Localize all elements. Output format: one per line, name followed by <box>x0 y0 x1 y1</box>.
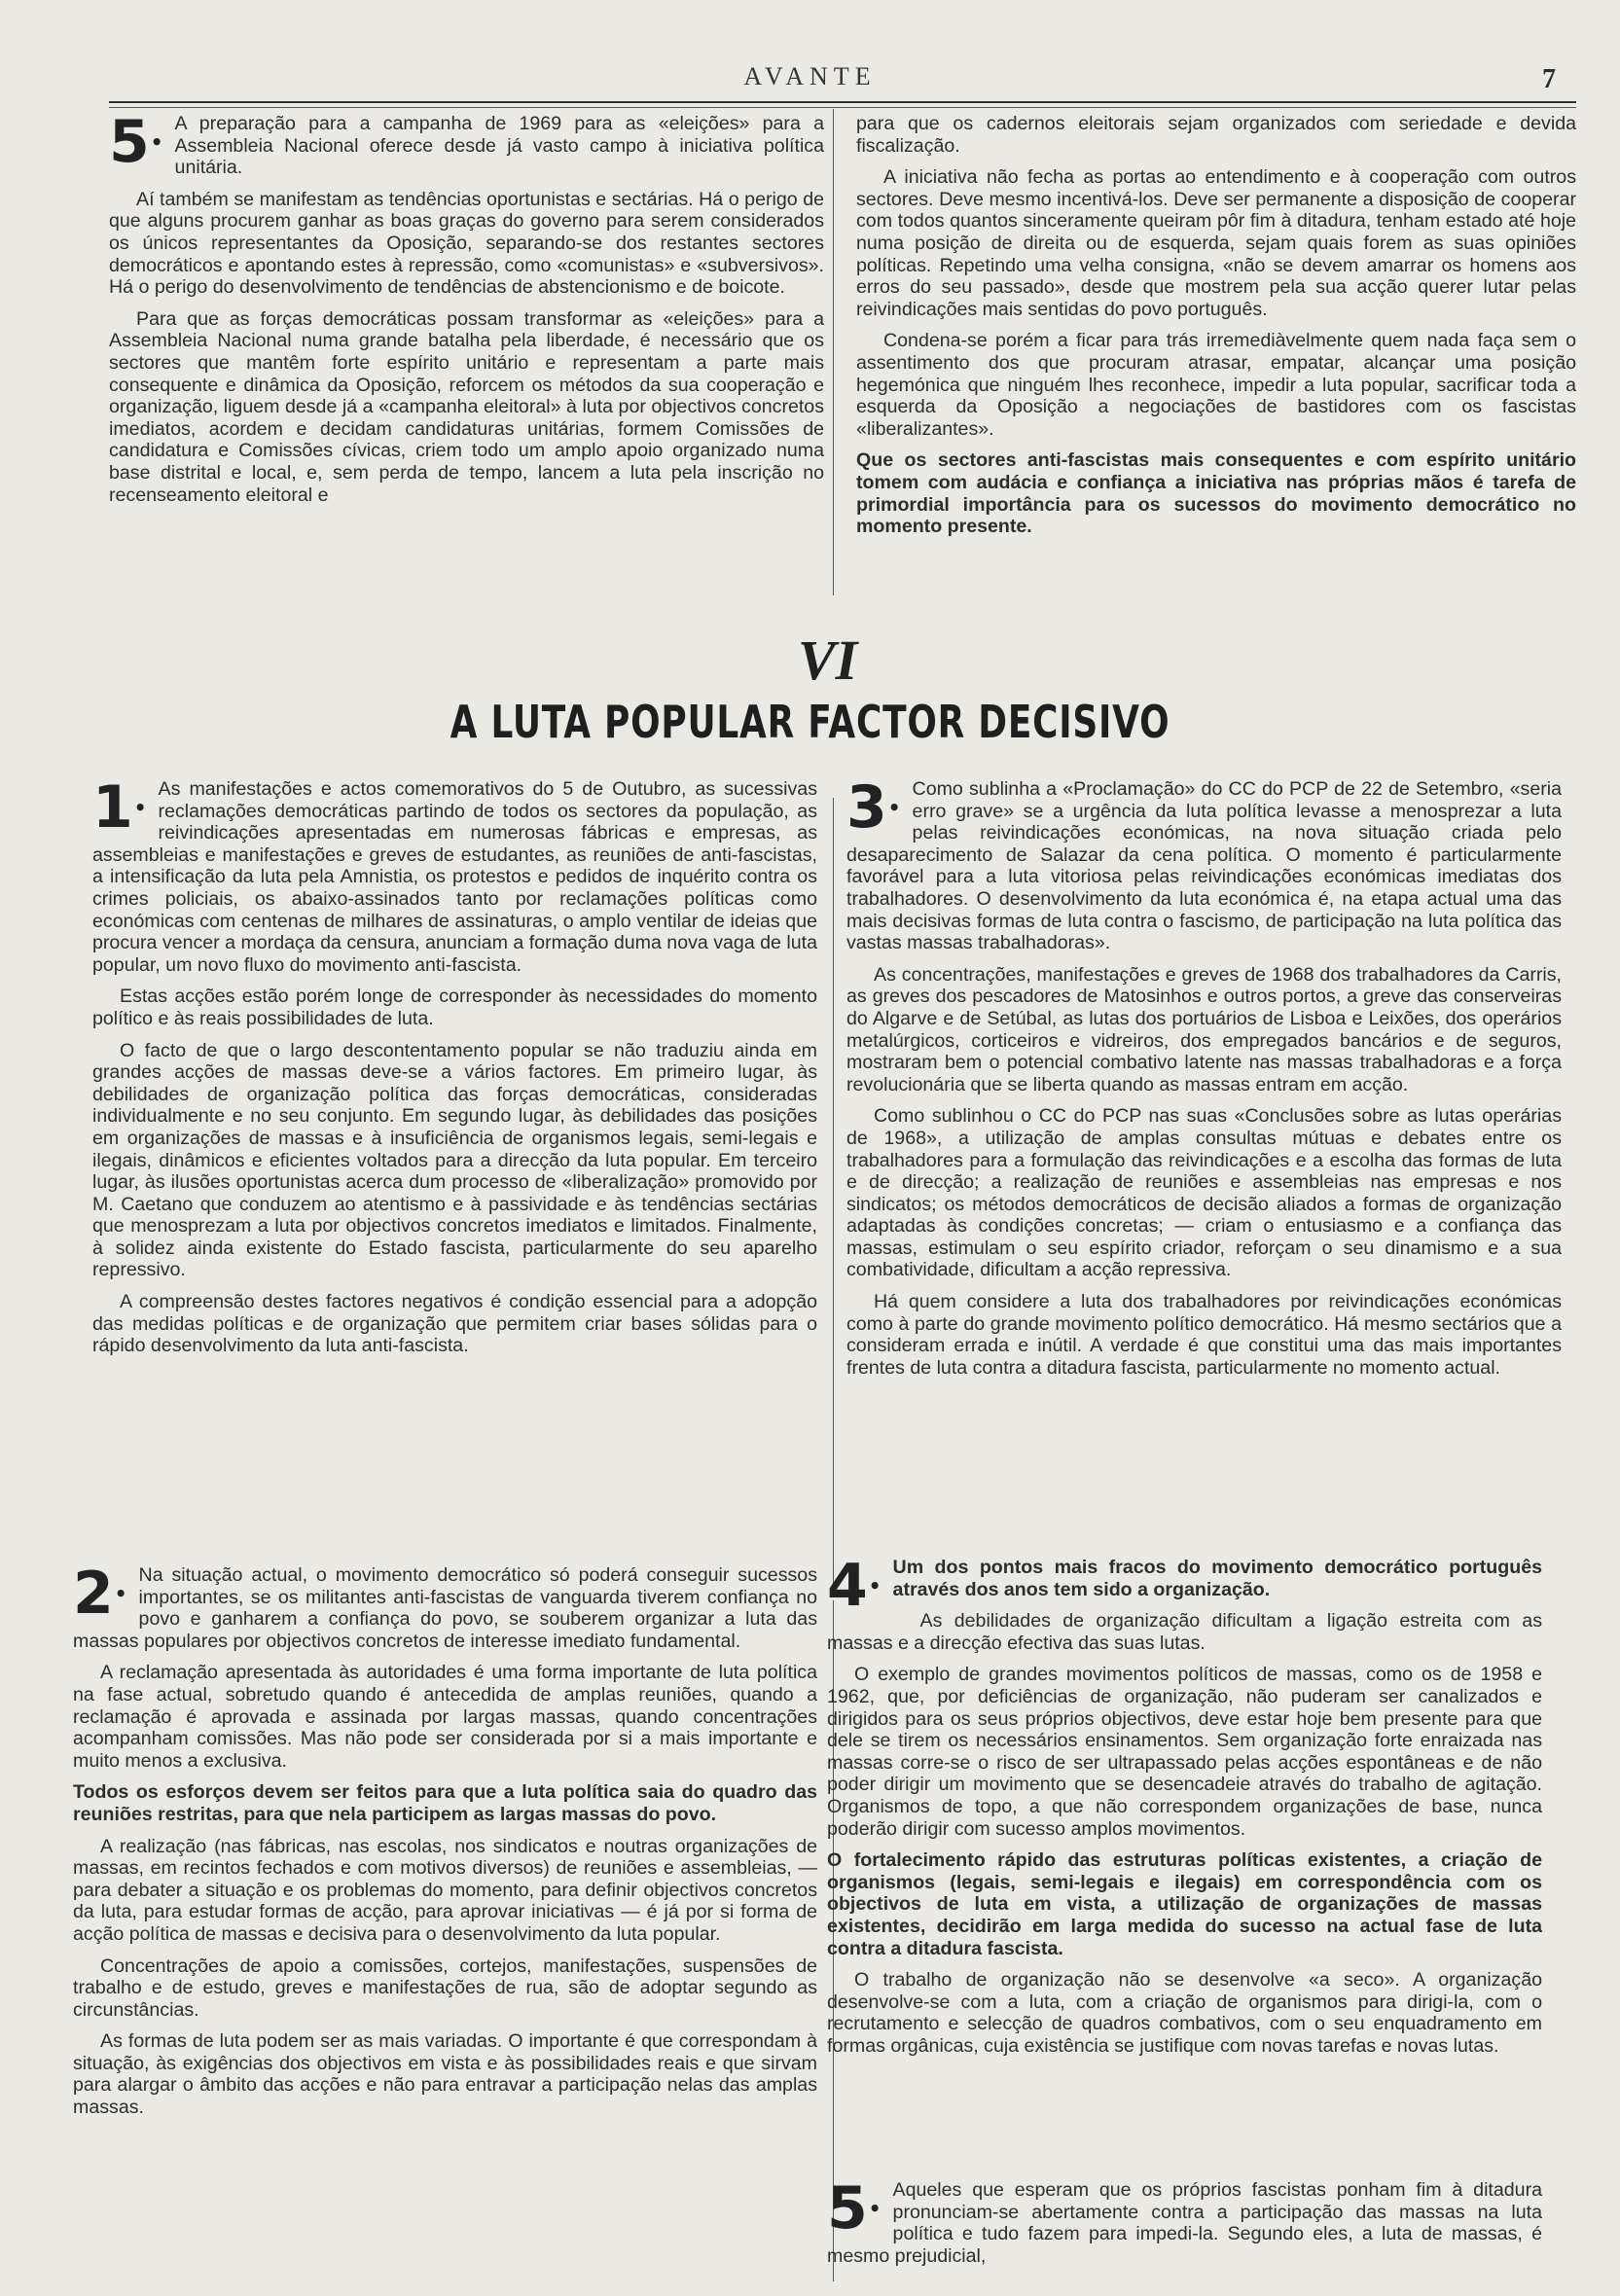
column-divider-top <box>833 109 834 595</box>
top-right-column <box>856 113 1576 548</box>
paragraph: Estas acções estão porém longe de corresponder às necessidades do momento político e às reais possibilidades de luta. <box>92 986 817 1029</box>
paragraph: Como sublinhou o CC do PCP nas suas «Conclusões sobre as lutas operárias de 1968», a utilização de amplas consultas mútuas e debates entre os trabalhadores para a formulação das reivindicações e a escolha das formas de luta e de direcção; a realização de reuniões e assembleias nas empresas e nos sindicatos; os métodos democráticos de decisão aliados a formas de organização adaptadas às condições concretas; — criam o entusiasmo e a confiança das massas, estimulam o seu espírito criador, reforçam o seu dinamismo e a sua combatividade, dificultam a acção repressiva. <box>846 1105 1562 1281</box>
column-divider-middle <box>833 798 834 1591</box>
paragraph: A compreensão destes factores negativos é condição essencial para a adopção das medidas políticas e de organização que permitem criar bases sólidas para o rápido desenvolvimento da luta anti-fascista. <box>92 1291 817 1357</box>
top-left-column <box>109 108 824 516</box>
paragraph: As concentrações, manifestações e greves de 1968 dos trabalhadores da Carris, as greves dos pescadores de Matosinhos e outros portos, a greve das conserveiras do Algarve e de Setúbal, as lutas dos portuários de Lisboa e Leixões, dos operários metalúrgicos, corticeiros e vidreiros, dos empregados bancários e de seguros, mostraram bem o potencial combativo latente nas massas trabalhadoras e a força revolucionária que se liberta quando as massas entram em acção. <box>846 963 1562 1095</box>
paragraph: As debilidades de organização dificultam a ligação estreita com as massas e a direcção efectiva das suas lutas. <box>827 1610 1542 1654</box>
paragraph: O facto de que o largo descontentamento popular se não traduziu ainda em grandes acções de massas deve-se a vários factores. Em primeiro lugar, às debilidades de organização política das forças democráticas, consideradas individualmente e no seu conjunto. Em segundo lugar, às debilidades das posições em organizações de massas e à insuficiência de organismos legais, semi-legais e ilegais, dinâmicos e eficientes voltados para a direcção da luta popular. Em terceiro lugar, às ilusões oportunistas acerca dum processo de «liberalização» promovido por M. Caetano que conduzem ao atentismo e à passividade e às tendências sectárias que menosprezam a luta por objectivos concretos imediatos e limitados. Finalmente, à solidez ainda existente do Estado fascista, particularmente do seu aparelho repressivo. <box>92 1039 817 1281</box>
paragraph: Há quem considere a luta dos trabalhadores por reivindicações económicas como à parte do grande movimento político democrático. Há mesmo sectários que a consideram errada e inútil. A verdade é que constitui uma das mais importantes frentes de luta contra a ditadura fascista, particularmente no momento actual. <box>846 1291 1562 1379</box>
item-number: 3 • <box>846 782 901 833</box>
masthead-title: AVANTE <box>743 62 877 90</box>
paragraph-bold: Que os sectores anti-fascistas mais consequentes e com espírito unitário tomem com audácia e confiança a iniciativa nas próprias mãos é tarefa de primordial importância para os sucessos do movimento democrático no momento presente. <box>856 449 1576 538</box>
paragraph: A preparação para a campanha de 1969 para as «eleições» para a Assembleia Nacional oferece desde já vasto campo à iniciativa política unitária. <box>174 113 824 179</box>
paragraph: para que os cadernos eleitorais sejam organizados com seriedade e devida fiscalização. <box>856 113 1576 157</box>
section-2 <box>73 1560 817 2129</box>
section-1 <box>92 773 817 1367</box>
paragraph-bold: Todos os esforços devem ser feitos para que a luta política saia do quadro das reuniões restritas, para que nela participem as largas massas do povo. <box>73 1781 817 1825</box>
paragraph: A realização (nas fábricas, nas escolas, nos sindicatos e noutras organizações de massas, em recintos fechados e com motivos diversos) de reuniões e assembleias, — para debater a situação e os problemas do momento, para definir objectivos concretos da luta, para estudar formas de acção, para aprovar iniciativas — é já por si forma de acção política de massas e decisiva para o desenvolvimento da luta popular. <box>73 1835 817 1945</box>
section-3 <box>846 773 1562 1388</box>
paragraph: Na situação actual, o movimento democrático só poderá conseguir sucessos importantes, se os militantes anti-fascistas de vanguarda tiverem confiança no povo e ganharem a confiança do povo, se souberem organizar a luta das massas populares por objectivos concretos de interesse imediato fundamental. <box>73 1564 817 1652</box>
item-number: 5 • <box>827 2183 882 2234</box>
header-rule <box>109 101 1576 103</box>
paragraph: Condena-se porém a ficar para trás irremediàvelmente quem nada faça sem o assentimento dos que procuram atrasar, empatar, alcançar uma posição hegemónica que ninguém lhes reconhece, impedir a luta popular, sacrificar toda a esquerda da Oposição a negociações de bastidores com os fascistas «liberalizantes». <box>856 330 1576 440</box>
paragraph: Para que as forças democráticas possam transformar as «eleições» para a Assembleia Nacional numa grande batalha pela liberdade, é necessário que os sectores que mantêm forte espírito unitário e representam a parte mais consequente e dinâmica da Oposição, reforcem os métodos da sua cooperação e organização, liguem desde já a «campanha eleitoral» à luta por objectivos concretos imediatos, acordem e decidam candidaturas unitárias, formem Comissões de candidatura e Comissões cívicas, criem todo um amplo apoio organizado numa base distrital e local, e, sem perda de tempo, lancem a luta pela inscrição no recenseamento eleitoral e <box>109 307 824 506</box>
paragraph: O trabalho de organização não se desenvolve «a seco». A organização desenvolve-se com a luta, com a criação de organismos para dirigi-la, com o recrutamento e selecção de quadros combativos, com o seu enquadramento em formas orgânicas, cuja existência se justifique com novas tarefas e novas lutas. <box>827 1969 1542 2057</box>
page-number: 7 <box>1542 64 1556 94</box>
paragraph: Um dos pontos mais fracos do movimento democrático português através dos anos tem sido a organização. <box>892 1557 1542 1600</box>
paragraph: Concentrações de apoio a comissões, cortejos, manifestações, suspensões de trabalho e de estudo, greves e manifestações de rua, são de adoptar segundo as circunstâncias. <box>73 1955 817 2021</box>
paragraph: A iniciativa não fecha as portas ao entendimento e à cooperação com outros sectores. Deve mesmo incentivá-los. Deve ser permanente a disposição de cooperar com todos quantos sinceramente queiram pôr fim à ditadura, tenham estado até hoje numa posição de direita ou de esquerda, sejam quais forem as suas opiniões políticas. Repetindo uma velha consigna, «não se devem amarrar os homens aos erros do seu passado», desde que mostrem pela sua acção querer lutar pelas reivindicações mais sentidas do povo português. <box>856 166 1576 320</box>
section-roman-numeral: VI <box>798 628 858 692</box>
section-4 <box>827 1552 1542 2066</box>
item-number: 2 • <box>73 1568 127 1619</box>
paragraph: As formas de luta podem ser as mais variadas. O importante é que correspondam à situação, às exigências dos objectivos em vista e às possibilidades reais e que sirvam para alargar o âmbito das acções e não para entravar a participação nelas das amplas massas. <box>73 2030 817 2119</box>
paragraph: Aqueles que esperam que os próprios fascistas ponham fim à ditadura pronunciam-se abertamente contra a participação das massas na luta política e tudo fazem para impedi-la. Segundo eles, a luta de massas, é mesmo prejudicial, <box>827 2179 1542 2267</box>
header-rule-thin <box>109 107 1576 108</box>
paragraph: Aí também se manifestam as tendências oportunistas e sectárias. Há o perigo de que alguns procurem ganhar as boas graças do governo para serem considerados os únicos representantes da Oposição, separando-se dos restantes sectores democráticos e apontando estes à repressão, como «comunistas» e «subversivos». Há o perigo do desenvolvimento de tendências de abstencionismo e de boicote. <box>109 188 824 299</box>
paragraph: A reclamação apresentada às autoridades é uma forma importante de luta política na fase actual, sobretudo quando é antecedida de amplas reuniões, quando a reclamação é aprovada e assinada por largas massas, quando concentrações acompanham comissões. Mas não pode ser considerada por si a mais importante e muito menos a exclusiva. <box>73 1662 817 1772</box>
paragraph: As manifestações e actos comemorativos do 5 de Outubro, as sucessivas reclamações democráticas partindo de todos os sectores da população, as reivindicações apresentadas em numerosas fábricas e empresas, as assembleias e manifestações e greves de estudantes, as reuniões de anti-fascistas, a intensificação da luta pela Amnistia, os protestos e pedidos de inquérito contra os crimes policiais, os abaixo-assinados tanto por reclamações políticas como económicas com centenas de milhares de assinaturas, o amplo ventilar de ideias que procura vencer a mordaça da censura, anunciam a formação duma nova vaga de luta popular, um novo fluxo do movimento anti-fascista. <box>92 778 817 976</box>
section-5 <box>827 2174 1542 2277</box>
section-headline: A LUTA POPULAR FACTOR DECISIVO <box>450 696 1170 748</box>
item-number: 1 • <box>92 782 147 833</box>
paragraph: Como sublinha a «Proclamação» do CC do PCP de 22 de Setembro, «seria erro grave» se a urgência da luta política levasse a menosprezar a luta pelas reivindicações económicas, na nova situação criada pelo desaparecimento de Salazar da cena política. O momento é particularmente favorável para a luta vitoriosa pelas reivindicações económicas imediatas dos trabalhadores. O desenvolvimento da luta económica é, na etapa actual uma das mais decisivas formas de luta contra o fascismo, de participação na luta política das vastas massas trabalhadoras». <box>846 778 1562 954</box>
item-number: 4 • <box>827 1561 882 1611</box>
paragraph-bold: O fortalecimento rápido das estruturas políticas existentes, a criação de organismos (legais, semi-legais e ilegais) em correspondência com os objectivos de luta em vista, a utilização de organizações de massas existentes, decidirão em larga medida do sucesso na actual fase de luta contra a ditadura fascista. <box>827 1849 1542 1959</box>
paragraph: O exemplo de grandes movimentos políticos de massas, como os de 1958 e 1962, que, por deficiências de organização, não puderam ser canalizados e dirigidos para os seus próprios objectivos, deve estar hoje bem presente para que dele se tirem os necessários ensinamentos. Sem organização forte enraizada nas massas corre-se o risco de ser ultrapassado pelas acções espontâneas e de não poder dirigir um movimento que se desencadeie através do trabalho de agitação. Organismos de topo, a que não correspondem organizações de base, nunca poderão dirigir com sucesso amplos movimentos. <box>827 1664 1542 1840</box>
item-number: 5 • <box>109 117 163 167</box>
